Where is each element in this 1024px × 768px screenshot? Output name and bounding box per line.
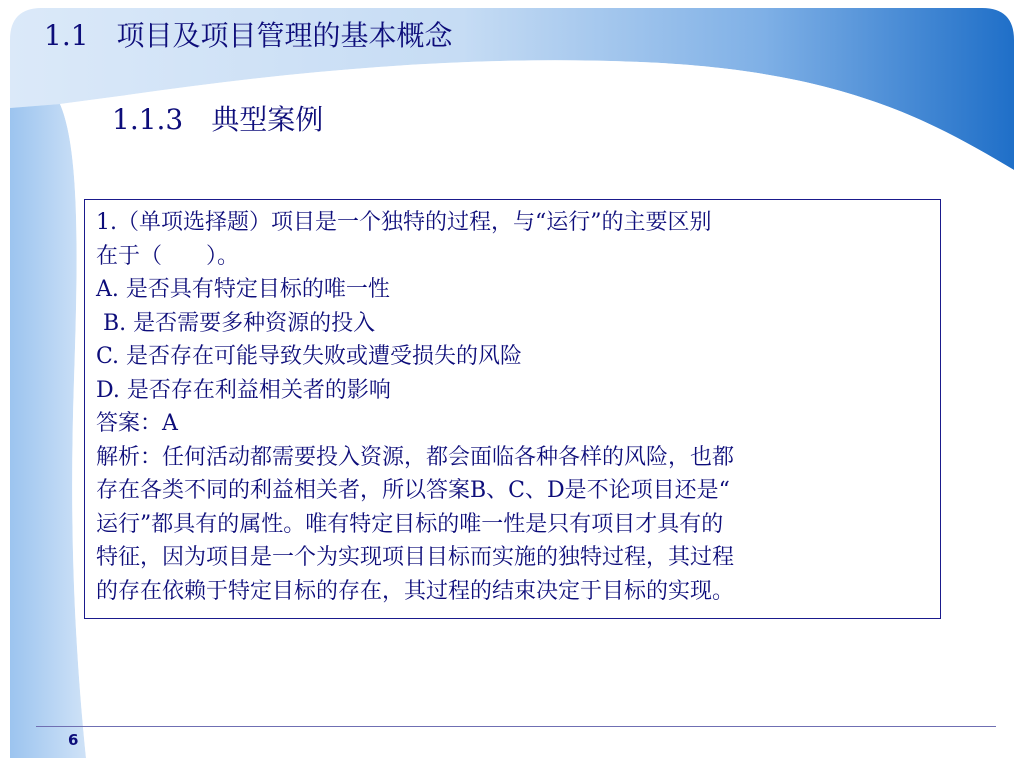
slide-title: 1.1 项目及项目管理的基本概念 bbox=[44, 19, 453, 52]
explanation-line-3: 运行”都具有的属性。唯有特定目标的唯一性是只有项目才具有的 bbox=[96, 511, 724, 537]
explanation-line-2: 存在各类不同的利益相关者，所以答案B、C、D是不论项目还是“ bbox=[96, 478, 730, 503]
option-a: A. 是否具有特定目标的唯一性 bbox=[96, 277, 390, 302]
option-c: C. 是否存在可能导致失败或遭受损失的风险 bbox=[96, 344, 523, 369]
footer-divider bbox=[36, 726, 996, 727]
explanation-line-5: 的存在依赖于特定目标的存在，其过程的结束决定于目标的实现。 bbox=[96, 578, 735, 604]
page-number: 6 bbox=[68, 731, 79, 749]
answer-line: 答案：A bbox=[96, 411, 178, 436]
explanation-line-1: 解析：任何活动都需要投入资源，都会面临各种各样的风险，也都 bbox=[96, 444, 735, 470]
option-d: D. 是否存在利益相关者的影响 bbox=[96, 377, 391, 403]
slide-subtitle: 1.1.3 典型案例 bbox=[112, 103, 324, 136]
explanation-line-4: 特征，因为项目是一个为实现项目目标而实施的独特过程，其过程 bbox=[96, 545, 735, 570]
question-box bbox=[84, 199, 941, 619]
question-stem-line-2: 在于（ ）。 bbox=[96, 243, 240, 269]
option-b: B. 是否需要多种资源的投入 bbox=[96, 310, 376, 336]
question-stem-line-1: 1.（单项选择题）项目是一个独特的过程，与“运行”的主要区别 bbox=[96, 210, 712, 235]
